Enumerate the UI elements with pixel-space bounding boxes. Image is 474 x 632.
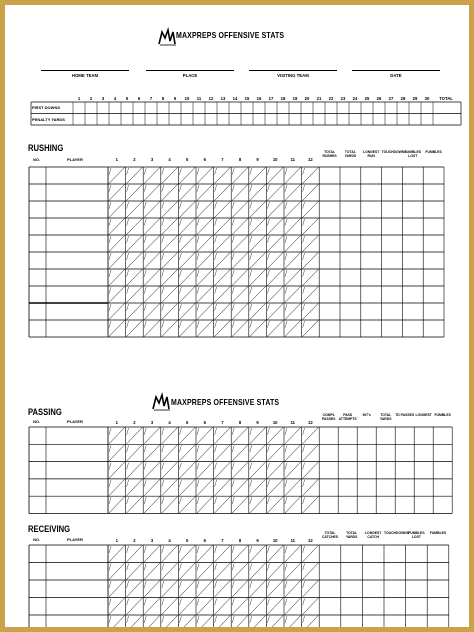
passing-quarter-number: 4 [168, 420, 171, 425]
receiving-cell-tick [144, 599, 146, 606]
downs-number: 25 [364, 96, 370, 101]
passing-quarter-number: 1 [115, 420, 118, 425]
receiving-quarter-number: 5 [186, 538, 189, 543]
receiving-stat-header: TOTAL YARDS [345, 531, 358, 539]
downs-number: 16 [256, 96, 262, 101]
receiving-cell-slash [144, 581, 160, 598]
receiving-cell-slash [127, 546, 143, 563]
receiving-cell-slash [109, 581, 125, 598]
receiving-cell-tick [267, 581, 269, 588]
passing-quarter-number: 2 [133, 420, 136, 425]
rushing-quarter-number: 11 [290, 157, 296, 162]
receiving-cell-slash [250, 616, 266, 632]
receiving-cell-slash [250, 563, 266, 580]
receiving-cell-slash [250, 598, 266, 615]
receiving-cell-tick [144, 546, 146, 553]
receiving-cell-tick [232, 564, 234, 571]
receiving-cell-slash [109, 563, 125, 580]
downs-number: 23 [340, 96, 346, 101]
receiving-cell-slash [267, 581, 283, 598]
rushing-player-label: PLAYER [67, 157, 83, 162]
downs-number: 29 [412, 96, 418, 101]
receiving-cell-tick [127, 599, 129, 606]
receiving-cell-tick [250, 564, 252, 571]
first-downs-label: FIRST DOWNS [32, 105, 60, 110]
receiving-cell-tick [267, 546, 269, 553]
receiving-cell-tick [144, 616, 146, 623]
receiving-cell-slash [127, 616, 143, 632]
receiving-cell-slash [215, 616, 231, 632]
receiving-cell-slash [250, 581, 266, 598]
receiving-cell-tick [285, 546, 287, 553]
downs-number: 1 [77, 96, 81, 101]
receiving-cell-tick [179, 599, 181, 606]
downs-number: 28 [400, 96, 406, 101]
receiving-cell-tick [303, 599, 305, 606]
receiving-player-label: PLAYER [67, 537, 83, 542]
receiving-cell-slash [215, 581, 231, 598]
passing-quarter-number: 10 [272, 420, 278, 425]
receiving-cell-tick [250, 599, 252, 606]
passing-quarter-number: 11 [290, 420, 296, 425]
receiving-cell-tick [285, 564, 287, 571]
downs-number: 11 [196, 96, 202, 101]
downs-number: 14 [232, 96, 238, 101]
rushing-quarter-number: 12 [308, 157, 313, 162]
receiving-cell-tick [197, 599, 199, 606]
receiving-cell-slash [303, 598, 319, 615]
receiving-cell-tick [109, 581, 111, 588]
receiving-stat-header: LONGEST CATCH [364, 531, 382, 539]
rushing-stat-header: LONGEST RUN [363, 150, 380, 158]
passing-stat-header: PASS ATTEMPTS [338, 413, 357, 421]
receiving-cell-slash [232, 598, 248, 615]
rushing-quarter-number: 1 [115, 157, 118, 162]
receiving-cell-slash [197, 598, 213, 615]
downs-number: 20 [304, 96, 310, 101]
passing-stat-header: TD PASSES [395, 413, 415, 417]
receiving-cell-slash [267, 598, 283, 615]
receiving-cell-tick [232, 546, 234, 553]
receiving-cell-slash [197, 563, 213, 580]
downs-number: 30 [424, 96, 430, 101]
receiving-cell-tick [197, 546, 199, 553]
passing-quarter-number: 5 [186, 420, 189, 425]
downs-number: 10 [184, 96, 190, 101]
downs-number: 22 [328, 96, 334, 101]
receiving-cell-slash [144, 616, 160, 632]
receiving-section-title: RECEIVING [28, 524, 71, 534]
rushing-stat-header: TOUCHDOWNS [381, 150, 407, 154]
rushing-stat-header: TOTAL RUSHES [322, 150, 337, 158]
receiving-cell-tick [197, 616, 199, 623]
receiving-cell-slash [232, 546, 248, 563]
receiving-cell-tick [197, 581, 199, 588]
downs-number: 6 [137, 96, 141, 101]
receiving-grid[interactable] [5, 5, 474, 632]
receiving-cell-slash [303, 616, 319, 632]
receiving-cell-slash [179, 563, 195, 580]
passing-stat-header: INT's [362, 413, 371, 417]
receiving-cell-tick [250, 581, 252, 588]
receiving-cell-tick [162, 546, 164, 553]
downs-number: 8 [161, 96, 165, 101]
receiving-cell-slash [162, 581, 178, 598]
receiving-cell-tick [303, 581, 305, 588]
rushing-quarter-number: 7 [221, 157, 224, 162]
receiving-quarter-number: 3 [150, 538, 154, 543]
receiving-quarter-number: 12 [308, 538, 313, 543]
downs-number: 5 [125, 96, 129, 101]
receiving-cell-slash [285, 563, 301, 580]
downs-number: 17 [268, 96, 274, 101]
receiving-cell-tick [267, 599, 269, 606]
receiving-cell-tick [215, 616, 217, 623]
visiting-team-label: VISITING TEAM [277, 73, 309, 78]
passing-section-title: PASSING [28, 407, 62, 417]
downs-number: 12 [208, 96, 214, 101]
passing-no-label: NO. [33, 419, 41, 424]
receiving-cell-tick [127, 546, 129, 553]
receiving-cell-slash [179, 581, 195, 598]
receiving-cell-tick [215, 564, 217, 571]
receiving-cell-slash [127, 598, 143, 615]
receiving-cell-slash [285, 581, 301, 598]
receiving-cell-slash [267, 546, 283, 563]
passing-quarter-number: 6 [203, 420, 206, 425]
receiving-cell-tick [179, 616, 181, 623]
home-team-label: HOME TEAM [71, 73, 99, 78]
receiving-cell-slash [144, 546, 160, 563]
rushing-quarter-number: 8 [238, 157, 242, 162]
receiving-cell-slash [162, 616, 178, 632]
receiving-cell-slash [179, 616, 195, 632]
downs-number: 3 [101, 96, 105, 101]
receiving-no-label: NO. [33, 537, 41, 542]
receiving-cell-tick [127, 564, 129, 571]
downs-number: 13 [220, 96, 226, 101]
receiving-cell-slash [285, 546, 301, 563]
date-label: DATE [390, 73, 402, 78]
rushing-stat-header: TOTAL YARDS [344, 150, 357, 158]
rushing-quarter-number: 3 [150, 157, 154, 162]
rushing-quarter-number: 2 [133, 157, 136, 162]
receiving-cell-slash [162, 563, 178, 580]
receiving-cell-tick [109, 564, 111, 571]
receiving-stat-header: FUMBLES LOST [408, 531, 425, 539]
receiving-quarter-number: 8 [238, 538, 242, 543]
receiving-cell-slash [109, 598, 125, 615]
rushing-quarter-number: 6 [203, 157, 206, 162]
downs-total-label: TOTAL [439, 96, 453, 101]
downs-number: 4 [113, 96, 117, 101]
receiving-cell-slash [285, 598, 301, 615]
receiving-cell-tick [162, 599, 164, 606]
receiving-cell-slash [179, 546, 195, 563]
penalty-yards-label: PENALTY YARDS [32, 117, 65, 122]
receiving-cell-tick [215, 546, 217, 553]
downs-number: 15 [244, 96, 250, 101]
downs-number: 18 [280, 96, 286, 101]
rushing-quarter-number: 4 [168, 157, 171, 162]
receiving-cell-slash [215, 563, 231, 580]
passing-stat-header: TOTAL YARDS [379, 413, 392, 421]
receiving-cell-slash [197, 616, 213, 632]
receiving-cell-tick [144, 581, 146, 588]
receiving-quarter-number: 1 [115, 538, 118, 543]
receiving-cell-tick [267, 564, 269, 571]
receiving-quarter-number: 11 [290, 538, 296, 543]
receiving-cell-tick [215, 599, 217, 606]
receiving-cell-tick [232, 581, 234, 588]
passing-quarter-number: 12 [308, 420, 313, 425]
receiving-cell-slash [267, 616, 283, 632]
receiving-cell-slash [162, 546, 178, 563]
place-label: PLACE [182, 73, 198, 78]
receiving-cell-tick [109, 599, 111, 606]
receiving-cell-tick [303, 564, 305, 571]
receiving-cell-tick [162, 564, 164, 571]
receiving-cell-tick [303, 546, 305, 553]
receiving-cell-tick [127, 581, 129, 588]
receiving-cell-slash [144, 563, 160, 580]
rushing-section-title: RUSHING [28, 143, 64, 153]
receiving-stat-header: FUMBLES [429, 531, 447, 535]
rushing-stat-header: FUMBLES LOST [404, 150, 421, 158]
rushing-no-label: NO. [33, 157, 41, 162]
passing-quarter-number: 8 [238, 420, 242, 425]
downs-number: 19 [292, 96, 298, 101]
receiving-cell-tick [162, 616, 164, 623]
receiving-cell-slash [250, 546, 266, 563]
receiving-cell-tick [109, 616, 111, 623]
receiving-cell-tick [179, 546, 181, 553]
receiving-cell-tick [144, 564, 146, 571]
receiving-cell-slash [303, 546, 319, 563]
receiving-quarter-number: 6 [203, 538, 206, 543]
downs-number: 7 [149, 96, 153, 101]
receiving-cell-slash [109, 546, 125, 563]
passing-quarter-number: 9 [256, 420, 259, 425]
downs-number: 21 [316, 96, 322, 101]
receiving-cell-tick [232, 599, 234, 606]
receiving-cell-slash [162, 598, 178, 615]
receiving-quarter-number: 2 [133, 538, 136, 543]
receiving-cell-tick [285, 599, 287, 606]
receiving-cell-tick [285, 616, 287, 623]
receiving-stat-header: TOTAL CATCHES [321, 531, 339, 539]
receiving-cell-tick [197, 564, 199, 571]
rushing-quarter-number: 10 [272, 157, 278, 162]
receiving-cell-slash [232, 616, 248, 632]
receiving-cell-tick [303, 616, 305, 623]
receiving-cell-slash [285, 616, 301, 632]
passing-quarter-number: 3 [150, 420, 154, 425]
page-title: MAXPREPS OFFENSIVE STATS [176, 30, 285, 40]
receiving-cell-tick [250, 616, 252, 623]
rushing-quarter-number: 9 [256, 157, 259, 162]
receiving-quarter-number: 10 [272, 538, 278, 543]
receiving-cell-tick [267, 616, 269, 623]
receiving-cell-tick [179, 581, 181, 588]
receiving-cell-tick [162, 581, 164, 588]
receiving-quarter-number: 7 [221, 538, 224, 543]
receiving-cell-slash [303, 581, 319, 598]
receiving-cell-slash [197, 546, 213, 563]
receiving-cell-slash [267, 563, 283, 580]
passing-stat-header: LONGEST [415, 413, 432, 417]
receiving-cell-tick [127, 616, 129, 623]
rushing-stat-header: FUMBLES [425, 150, 442, 154]
receiving-cell-slash [127, 563, 143, 580]
downs-number: 9 [173, 96, 177, 101]
receiving-quarter-number: 4 [168, 538, 171, 543]
passing-stat-header: COMPL PASSES [321, 413, 336, 421]
receiving-cell-slash [215, 546, 231, 563]
receiving-cell-tick [109, 546, 111, 553]
receiving-cell-slash [232, 563, 248, 580]
downs-number: 24 [352, 96, 358, 101]
rushing-quarter-number: 5 [186, 157, 189, 162]
receiving-cell-slash [179, 598, 195, 615]
downs-number: 27 [388, 96, 394, 101]
receiving-stat-header: TOUCHDOWNS [384, 531, 409, 535]
receiving-cell-tick [215, 581, 217, 588]
receiving-cell-slash [232, 581, 248, 598]
receiving-cell-tick [232, 616, 234, 623]
receiving-cell-slash [127, 581, 143, 598]
passing-stat-header: FUMBLES [434, 413, 451, 417]
page-title-2: MAXPREPS OFFENSIVE STATS [171, 397, 280, 407]
downs-number: 26 [376, 96, 382, 101]
receiving-cell-tick [179, 564, 181, 571]
passing-player-label: PLAYER [67, 419, 83, 424]
receiving-cell-slash [144, 598, 160, 615]
receiving-cell-slash [197, 581, 213, 598]
receiving-cell-slash [109, 616, 125, 632]
receiving-quarter-number: 9 [256, 538, 259, 543]
receiving-cell-tick [250, 546, 252, 553]
receiving-cell-tick [285, 581, 287, 588]
receiving-cell-slash [215, 598, 231, 615]
receiving-cell-slash [303, 563, 319, 580]
passing-quarter-number: 7 [221, 420, 224, 425]
downs-number: 2 [89, 96, 93, 101]
